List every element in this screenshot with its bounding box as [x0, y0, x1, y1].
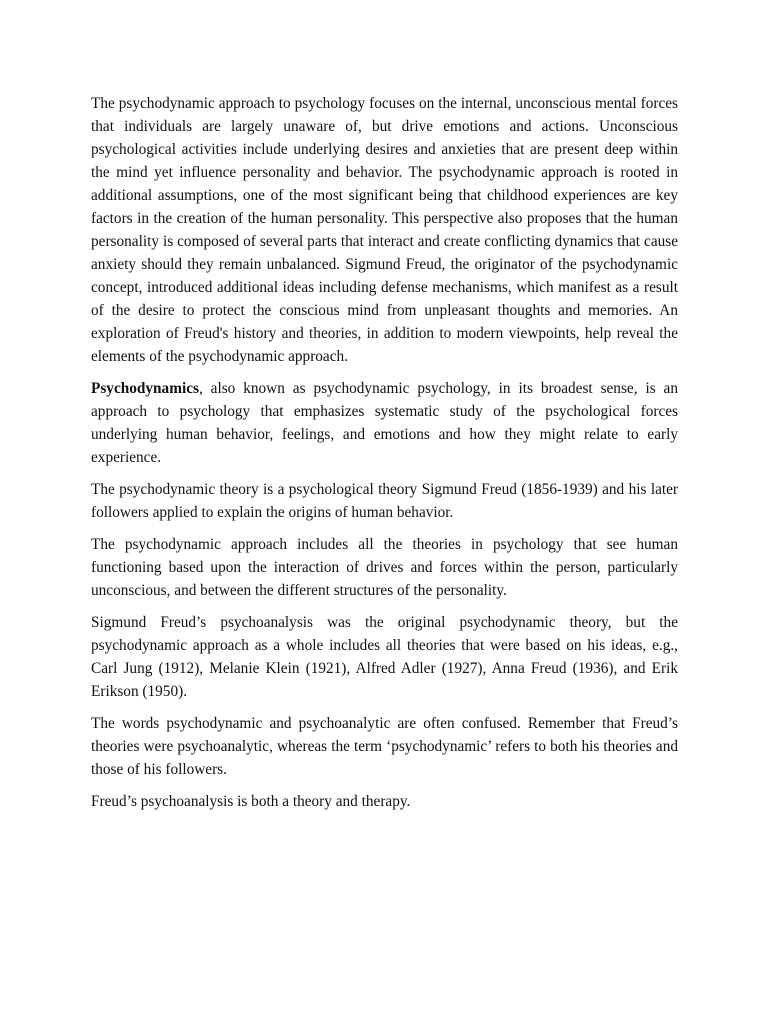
- paragraph-followers: Sigmund Freud’s psychoanalysis was the original psychodynamic theory, but the psychodynamic approach as a whole includes all theories that were based on his ideas, e.g., Carl Jung (1912), Melanie Klein (1921), Alfred Adler (1927), Anna Freud (1936), and Erik Erikson (1950).: [91, 614, 678, 700]
- paragraph-intro: The psychodynamic approach to psychology focuses on the internal, unconscious mental forces that individuals are largely unaware of, but drive emotions and actions. Unconscious psychological activities include underlying desires and anxieties that are present deep within the mind yet influence personality and behavior. The psychodynamic approach is rooted in additional assumptions, one of the most significant being that childhood experiences are key factors in the creation of the human personality. This perspective also proposes that the human personality is composed of several parts that interact and create conflicting dynamics that cause anxiety should they remain unbalanced. Sigmund Freud, the originator of the psychodynamic concept, introduced additional ideas including defense mechanisms, which manifest as a result of the desire to protect the conscious mind from unpleasant thoughts and memories. An exploration of Freud's history and theories, in addition to modern viewpoints, help reveal the elements of the psychodynamic approach.: [91, 95, 678, 365]
- paragraph-terminology: The words psychodynamic and psychoanalytic are often confused. Remember that Freud’s theories were psychoanalytic, whereas the term ‘psychodynamic’ refers to both his theories and those of his followers.: [91, 715, 678, 778]
- paragraph-theory-therapy: Freud’s psychoanalysis is both a theory and therapy.: [91, 793, 411, 810]
- document-page: [91, 92, 678, 822]
- defined-term: Psychodynamics: [91, 380, 199, 397]
- paragraph-psychodynamics-definition: [91, 377, 678, 469]
- paragraph-theory-origin: The psychodynamic theory is a psychological theory Sigmund Freud (1856-1939) and his later followers applied to explain the origins of human behavior.: [91, 481, 678, 521]
- definition-text: , also known as psychodynamic psychology, in its broadest sense, is an approach to psychology that emphasizes systematic study of the psychological forces underlying human behavior, feelings, and emotions and how they might relate to early experience.: [91, 380, 678, 466]
- paragraph-approach-scope: The psychodynamic approach includes all the theories in psychology that see human functioning based upon the interaction of drives and forces within the person, particularly unconscious, and between the different structures of the personality.: [91, 536, 678, 599]
